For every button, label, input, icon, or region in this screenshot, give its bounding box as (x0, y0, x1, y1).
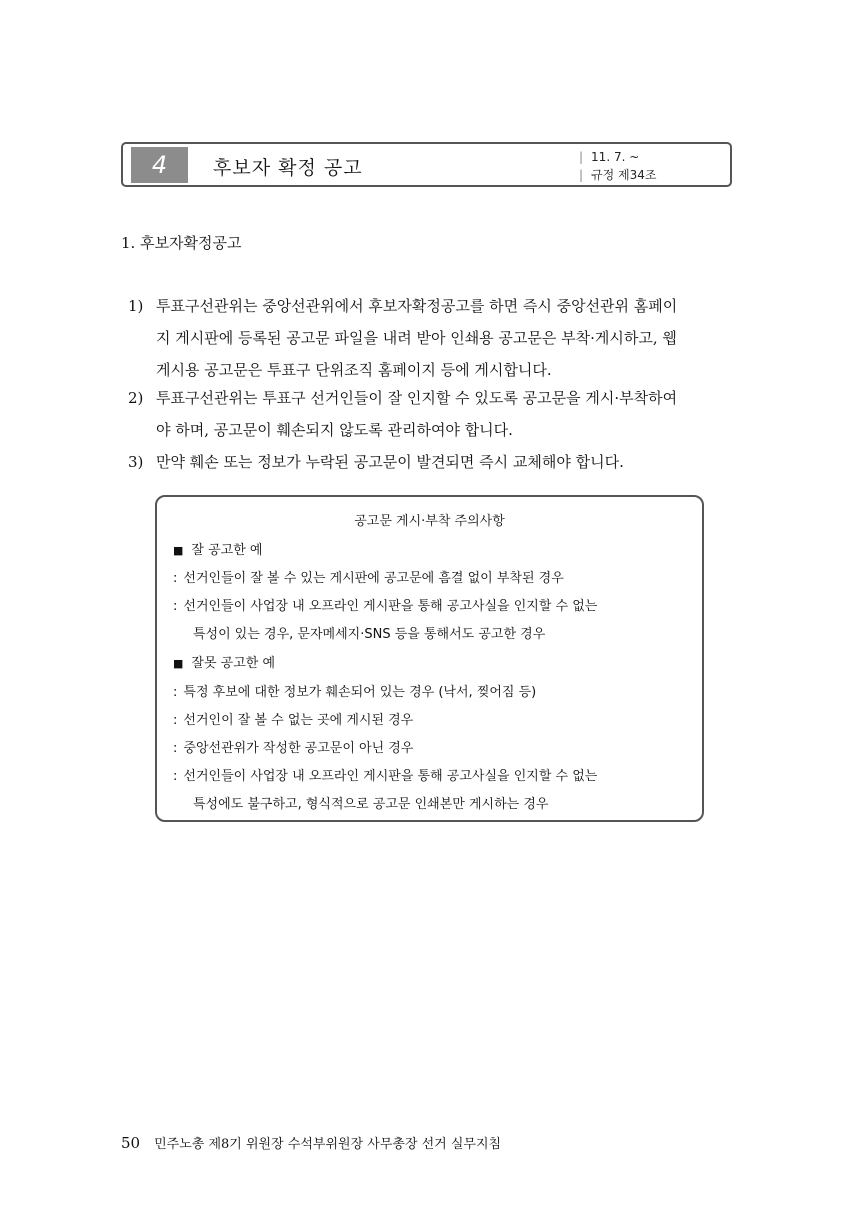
notice-box (155, 495, 704, 822)
paragraph-1 (128, 290, 736, 386)
chapter-period: | 11. 7. ~ (579, 150, 640, 164)
chapter-regulation: | 규정 제34조 (579, 168, 657, 182)
paragraph-line: 야 하며, 공고문이 훼손되지 않도록 관리하여야 합니다. (156, 421, 513, 439)
square-bullet-icon: ■ (173, 544, 184, 557)
notice-title: 공고문 게시·부착 주의사항 (354, 514, 505, 529)
paragraph-line: 지 게시판에 등록된 공고문 파일을 내려 받아 인쇄용 공고문은 부착·게시하고, 웹 (156, 329, 677, 347)
heading-text: 잘 공고한 예 (191, 543, 263, 558)
bad-example-item: : 선거인들이 사업장 내 오프라인 게시판을 통해 공고사실을 인지할 수 없는 (173, 769, 598, 784)
paragraph-number: 3) (128, 453, 144, 471)
paragraph-number: 2) (128, 389, 144, 407)
page-number: 50 (121, 1134, 141, 1152)
section-title: 1. 후보자확정공고 (121, 234, 242, 252)
bad-example-heading (173, 652, 275, 671)
bad-example-item: : 특정 후보에 대한 정보가 훼손되어 있는 경우 (낙서, 찢어짐 등) (173, 685, 537, 700)
paragraph-number: 1) (128, 297, 144, 315)
good-example-item: : 선거인들이 사업장 내 오프라인 게시판을 통해 공고사실을 인지할 수 없는 (173, 599, 598, 614)
paragraph-3 (128, 446, 736, 478)
chapter-number: 4 (131, 147, 188, 183)
regulation-text: 규정 제34조 (591, 168, 657, 182)
good-example-item-continued: 특성이 있는 경우, 문자메세지·SNS 등을 통해서도 공고한 경우 (193, 627, 546, 642)
paragraph-line: 게시용 공고문은 투표구 단위조직 홈페이지 등에 게시합니다. (156, 361, 552, 379)
chapter-title: 후보자 확정 공고 (213, 157, 363, 179)
chapter-header (121, 142, 732, 187)
period-text: 11. 7. ~ (591, 150, 640, 164)
paragraph-line: 투표구선관위는 투표구 선거인들이 잘 인지할 수 있도록 공고문을 게시·부착하여 (156, 389, 678, 407)
paragraph-line: 투표구선관위는 중앙선관위에서 후보자확정공고를 하면 즉시 중앙선관위 홈페이 (156, 297, 678, 315)
good-example-heading (173, 539, 262, 558)
page-footer (121, 1133, 501, 1152)
bad-example-item: : 중앙선관위가 작성한 공고문이 아닌 경우 (173, 741, 414, 756)
bad-example-item-continued: 특성에도 불구하고, 형식적으로 공고문 인쇄본만 게시하는 경우 (193, 797, 549, 812)
paragraph-2 (128, 382, 736, 446)
paragraph-line: 만약 훼손 또는 정보가 누락된 공고문이 발견되면 즉시 교체해야 합니다. (156, 453, 624, 471)
good-example-item: : 선거인들이 잘 볼 수 있는 게시판에 공고문에 흠결 없이 부착된 경우 (173, 571, 564, 586)
square-bullet-icon: ■ (173, 657, 184, 670)
bad-example-item: : 선거인이 잘 볼 수 없는 곳에 게시된 경우 (173, 713, 414, 728)
document-title: 민주노총 제8기 위원장 수석부위원장 사무총장 선거 실무지침 (154, 1137, 502, 1152)
heading-text: 잘못 공고한 예 (191, 656, 276, 671)
